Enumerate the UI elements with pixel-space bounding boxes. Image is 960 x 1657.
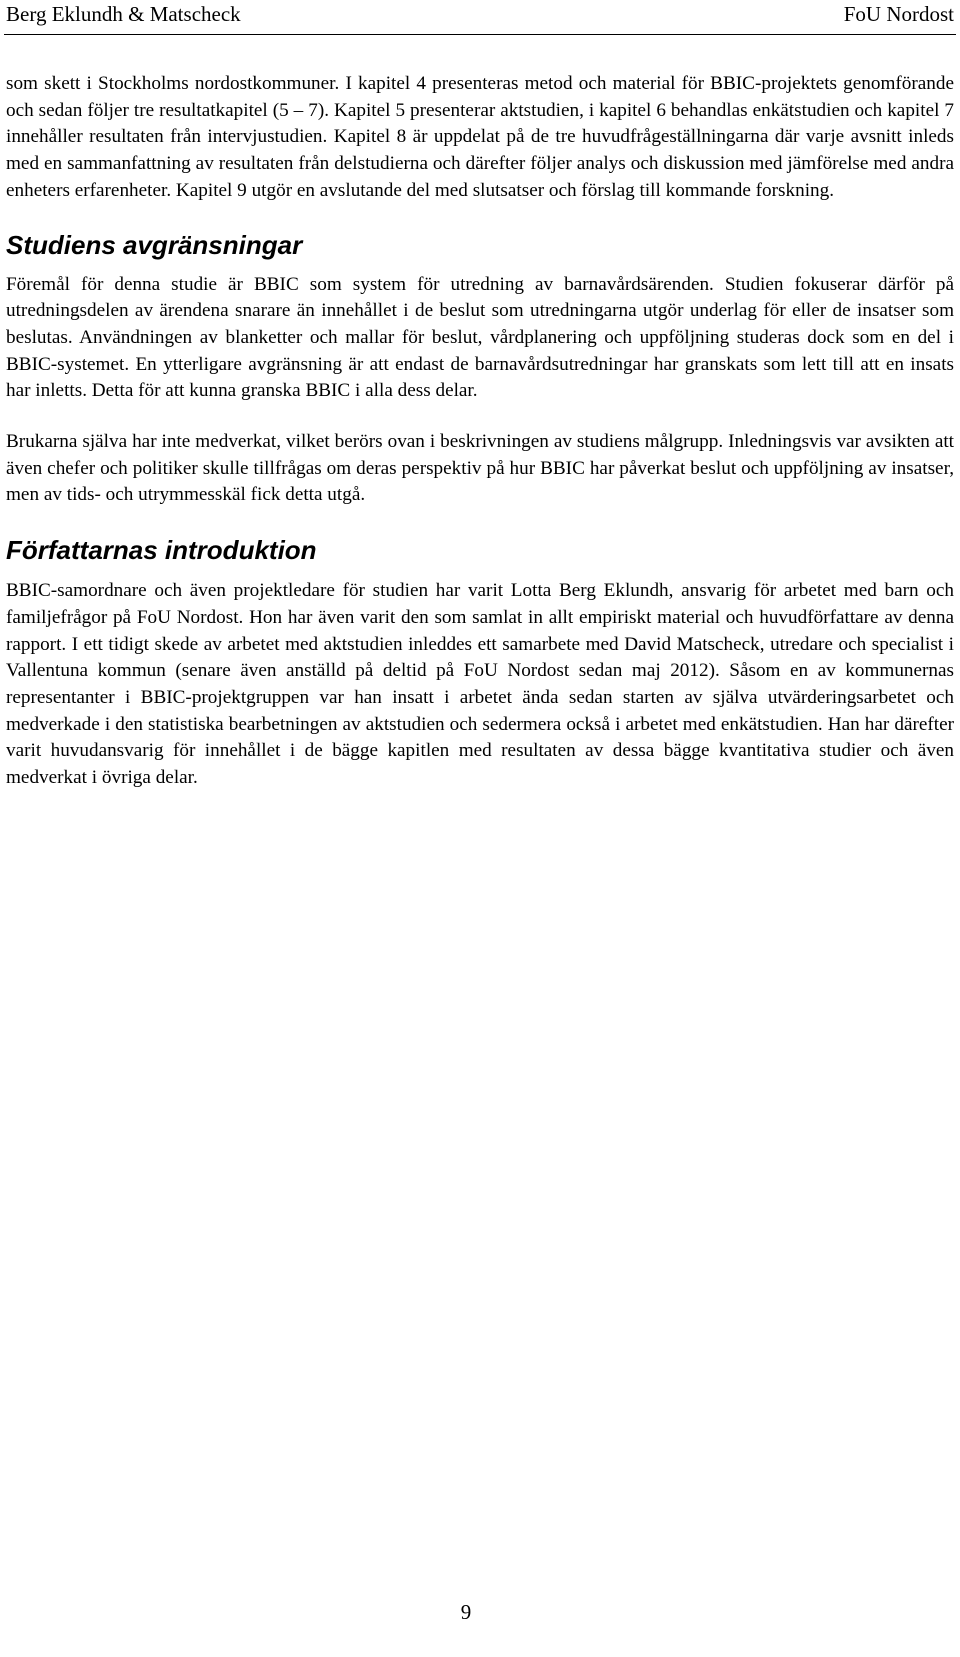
authors-paragraph: BBIC-samordnare och även projektledare för studien har varit Lotta Berg Eklundh, ansvarig för arbetet med barn och familjefrågor på FoU Nordost. Hon har även varit den som samlat in allt empiriskt material och huvudförfattare av denna rapport. I ett tidigt skede av arbetet med aktstudien inleddes ett samarbete med David Matscheck, utredare och specialist i Vallentuna kommun (senare även anställd på deltid på FoU Nordost sedan maj 2012). Såsom en av kommunernas representanter i BBIC-projektgruppen var han insatt i arbetet ända sedan starten av själva utvärderingsarbetet och medverkade i den statistiska bearbetningen av aktstudien och sedermera också i arbetet med enkätstudien. Han har därefter varit huvudansvarig för innehållet i de bägge kapitlen med resultaten av dessa bägge kvantitativa studier och även medverkat i övriga delar. [6,580,954,789]
header-authors: Berg Eklundh & Matscheck [6,2,241,26]
limitations-paragraph-2: Brukarna själva har inte medverkat, vilket berörs ovan i beskrivningen av studiens målgrupp. Inledningsvis var avsikten att även chefer och politiker skulle tillfrågas om deras perspektiv på hur BBIC har påverkat beslut och uppföljning av insatser, men av tids- och utrymmesskäl fick detta utgå. [6,431,954,506]
limitations-paragraph-1: Föremål för denna studie är BBIC som system för utredning av barnavårdsärenden. Studien fokuserar därför på utredningsdelen av ärendena snarare än innehållet i de beslut som utredningarna utgör underlag för eller de insatser som beslutas. Användningen av blanketter och mallar för beslut, vårdplanering och uppföljning studeras dock som en del i BBIC-systemet. En ytterligare avgränsning är att endast de barnavårdsutredningar har granskats som lett till att en insats har inletts. Detta för att kunna granska BBIC i alla dess delar. [6,273,954,402]
page-number: 9 [460,1600,472,1624]
page-content [6,71,954,792]
section-heading-limitations: Studiens avgränsningar [6,229,303,260]
section-heading-authors: Författarnas introduktion [6,535,317,566]
page-header [6,0,954,30]
intro-paragraph: som skett i Stockholms nordostkommuner. I kapitel 4 presenteras metod och material för BBIC-projektets genomförande och sedan följer tre resultatkapitel (5 – 7). Kapitel 5 presenterar aktstudien, i kapitel 6 behandlas enkätstudien och kapitel 7 innehåller resultaten från intervjustudien. Kapitel 8 är uppdelat på de tre huvudfrågeställningarna där varje avsnitt inleds med en sammanfattning av resultaten från delstudierna och därefter följer analys och diskussion med jämförelse med andra enheters erfarenheter. Kapitel 9 utgör en avslutande del med slutsatser och förslag till kommande forskning. [6,73,954,201]
header-organization: FoU Nordost [843,2,954,26]
header-divider [4,34,956,35]
